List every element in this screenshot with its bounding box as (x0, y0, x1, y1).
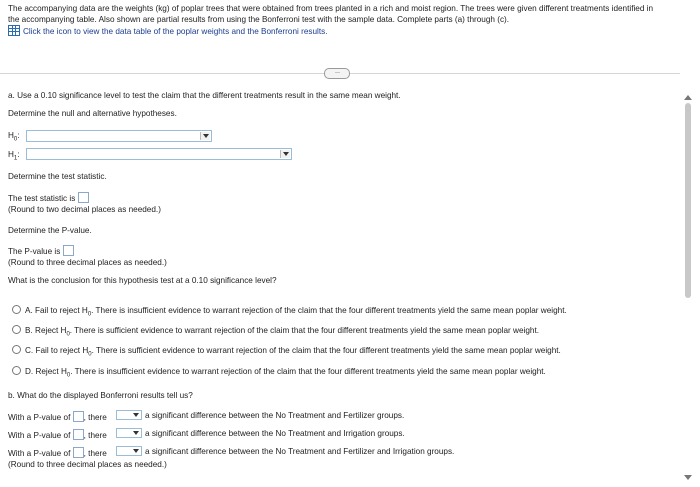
test-statistic-note: (Round to two decimal places as needed.) (8, 205, 161, 214)
p-value-row (8, 245, 74, 256)
there-select-2[interactable] (116, 428, 142, 438)
part-a-question: a. Use a 0.10 significance level to test the claim that the different treatments result in the same mean weight. (8, 91, 401, 100)
bonferroni-row-1: With a P-value of , there (8, 413, 107, 422)
part-b-question: b. What do the displayed Bonferroni results tell us? (8, 391, 193, 400)
option-b[interactable]: B. Reject $H_0$. There is sufficient evidence to warrant rejection of the claim that the four different treatments yield the same mean poplar weight. (12, 325, 539, 338)
test-statistic-label: The test statistic is (8, 194, 76, 203)
data-table-link-text[interactable]: Click the icon to view the data table of the poplar weights and the Bonferroni results. (23, 27, 328, 36)
option-d[interactable]: D. Reject $H_0$. There is insufficient evidence to warrant rejection of the claim that the four different treatments yield the same mean poplar weight. (12, 366, 546, 379)
bonferroni-row-3-text: a significant difference between the No Treatment and Fertilizer and Irrigation groups. (145, 447, 455, 456)
h1-select[interactable] (26, 148, 292, 160)
scroll-up-icon[interactable] (684, 95, 692, 100)
p-value-note: (Round to three decimal places as needed.) (8, 258, 167, 267)
chevron-down-icon[interactable] (132, 429, 140, 437)
conclusion-question: What is the conclusion for this hypothesis test at a 0.10 significance level? (8, 276, 277, 285)
data-table-link[interactable] (8, 25, 678, 38)
bonferroni-row-1-text: a significant difference between the No Treatment and Fertilizer groups. (145, 411, 405, 420)
bonferroni-row-3: With a P-value of , there (8, 449, 107, 458)
chevron-down-icon[interactable] (132, 447, 140, 455)
chevron-down-icon[interactable] (280, 150, 290, 158)
radio-option-a[interactable] (12, 305, 21, 314)
scrollbar-thumb[interactable] (685, 103, 691, 298)
scroll-down-icon[interactable] (684, 475, 692, 480)
p-value-input-2[interactable] (73, 429, 84, 440)
option-c[interactable]: C. Fail to reject $H_0$. There is sufficient evidence to warrant rejection of the claim that the four different treatments yield the same mean poplar weight. (12, 345, 561, 358)
intro-line-1: The accompanying data are the weights (kg) of poplar trees that were obtained from trees planted in a rich and moist region. The trees were given different treatments identified in (8, 4, 654, 13)
p-value-prompt: Determine the P-value. (8, 226, 92, 235)
option-a[interactable]: A. Fail to reject $H_0$. There is insufficient evidence to warrant rejection of the claim that the four different treatments yield the same mean poplar weight. (12, 305, 567, 318)
bonferroni-note: (Round to three decimal places as needed.) (8, 460, 167, 469)
p-value-input[interactable] (63, 245, 74, 256)
p-value-label: The P-value is (8, 247, 61, 256)
intro-line-2: the accompanying table. Also shown are partial results from using the Bonferroni test with the sample data. Complete parts (a) through (c). (8, 14, 510, 24)
p-value-input-1[interactable] (73, 411, 84, 422)
p-value-input-3[interactable] (73, 447, 84, 458)
test-statistic-input[interactable] (78, 192, 89, 203)
problem-intro (8, 4, 678, 38)
h0-select[interactable] (26, 130, 212, 142)
test-statistic-row (8, 192, 89, 203)
there-select-3[interactable] (116, 446, 142, 456)
chevron-down-icon[interactable] (132, 411, 140, 419)
test-statistic-prompt: Determine the test statistic. (8, 172, 107, 181)
table-icon[interactable] (8, 25, 20, 36)
bonferroni-row-2: With a P-value of , there (8, 431, 107, 440)
radio-option-d[interactable] (12, 366, 21, 375)
expand-more-button[interactable]: ····· (324, 68, 350, 79)
hypotheses-prompt: Determine the null and alternative hypotheses. (8, 109, 177, 118)
bonferroni-row-2-text: a significant difference between the No Treatment and Irrigation groups. (145, 429, 405, 438)
h0-label: $H_0$: (8, 131, 20, 143)
h1-label: $H_1$: (8, 150, 20, 162)
radio-option-b[interactable] (12, 325, 21, 334)
radio-option-c[interactable] (12, 345, 21, 354)
chevron-down-icon[interactable] (200, 132, 210, 140)
there-select-1[interactable] (116, 410, 142, 420)
